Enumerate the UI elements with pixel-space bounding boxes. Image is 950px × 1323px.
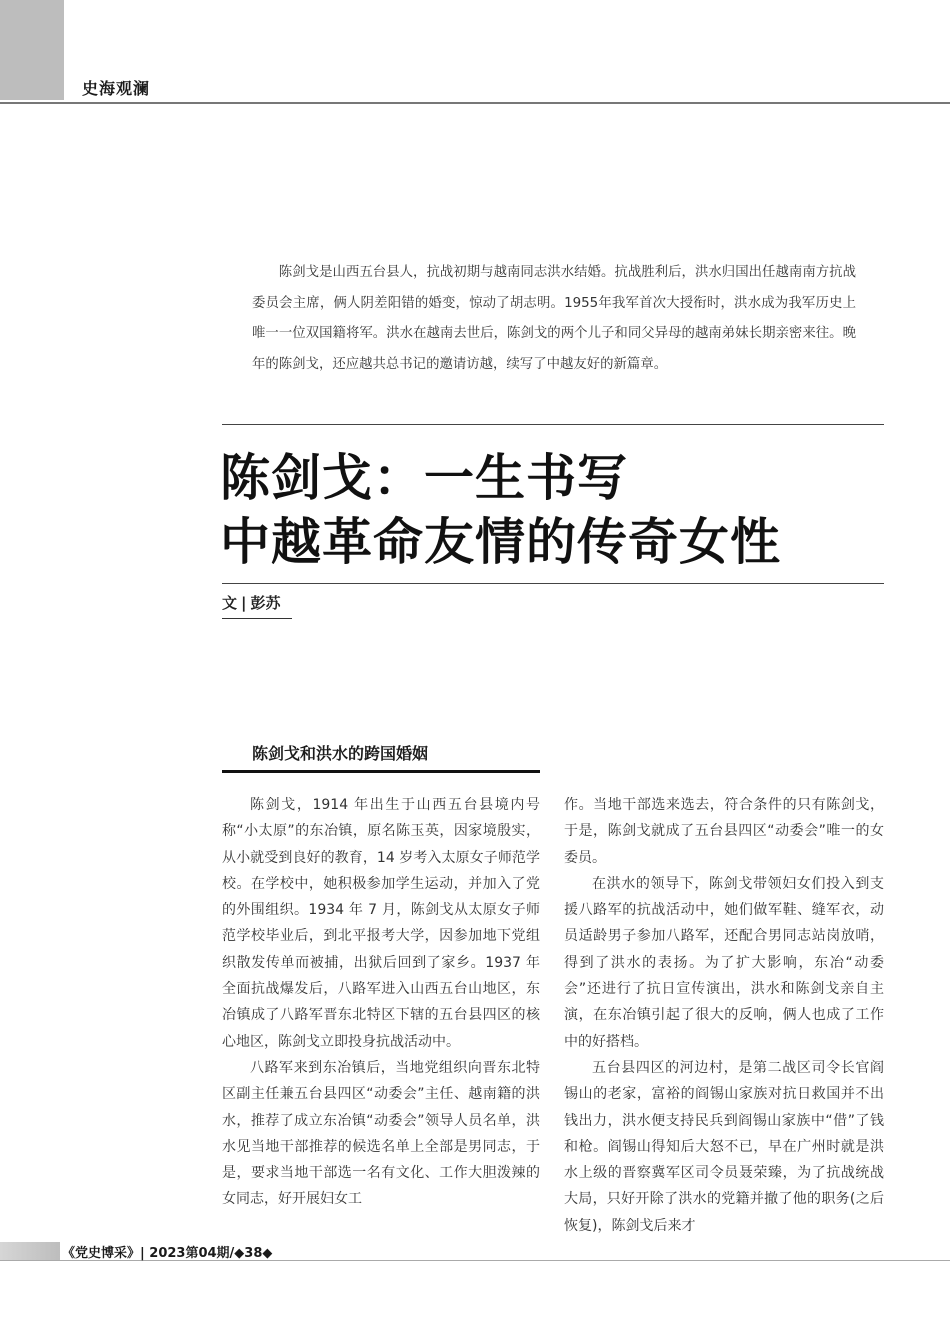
byline-author: 彭苏: [250, 594, 281, 612]
byline: [222, 592, 292, 619]
corner-decoration-block: [0, 0, 64, 100]
article-title: [220, 446, 920, 574]
footer-folio: 《党史博采》| 2023第04期/◆38◆: [62, 1246, 273, 1261]
body-column-right: [564, 792, 884, 1239]
body-paragraph: 八路军来到东冶镇后，当地党组织向晋东北特区副主任兼五台县四区“动委会”主任、越南籍的洪水，推荐了成立东冶镇“动委会”领导人员名单，洪水见当地干部推荐的候选名单上全部是男同志，于是，要求当地干部选一名有文化、工作大胆泼辣的女同志，好开展妇女工: [222, 1059, 540, 1208]
title-line-2: 中越革命友情的传奇女性: [220, 513, 781, 571]
byline-separator: |: [241, 594, 247, 612]
body-column-left: [222, 792, 540, 1213]
section-tag: 史海观澜: [82, 79, 151, 98]
title-rule-bottom: [222, 583, 884, 584]
byline-label: 文: [222, 594, 238, 612]
body-paragraph: 五台县四区的河边村，是第二战区司令长官阎锡山的老家，富裕的阎锡山家族对抗日救国并不出钱出力，洪水便支持民兵到阎锡山家族中“借”了钱和枪。阎锡山得知后大怒不已，早在广州时就是洪水上级的晋察冀军区司令员聂荣臻，为了抗战统战大局，只好开除了洪水的党籍并撤了他的职务(之后恢复)，陈剑戈后来才: [564, 1059, 884, 1234]
header-rule: [0, 102, 950, 104]
title-rule-top: [222, 424, 884, 425]
body-paragraph: 陈剑戈，1914 年出生于山西五台县境内号称“小太原”的东冶镇，原名陈玉英，因家境殷实，从小就受到良好的教育，14 岁考入太原女子师范学校。在学校中，她积极参加学生运动，并加入了党的外围组织。1934 年 7 月，陈剑戈从太原女子师范学校毕业后，到北平报考大学，因参加地下党组织散发传单而被捕，出狱后回到了家乡。1937 年全面抗战爆发后，八路军进入山西五台山地区，东冶镇成了八路军晋东北特区下辖的五台县四区的核心地区，陈剑戈立即投身抗战活动中。: [222, 797, 540, 1050]
article-abstract: 陈剑戈是山西五台县人，抗战初期与越南同志洪水结婚。抗战胜利后，洪水归国出任越南南方抗战委员会主席，俩人阴差阳错的婚变，惊动了胡志明。1955年我军首次大授衔时，洪水成为我军历史上唯一一位双国籍将军。洪水在越南去世后，陈剑戈的两个儿子和同父异母的越南弟妹长期亲密来往。晚年的陈剑戈，还应越共总书记的邀请访越，续写了中越友好的新篇章。: [252, 265, 856, 372]
section-heading: 陈剑戈和洪水的跨国婚姻: [252, 744, 429, 763]
body-paragraph-continuation: 作。当地干部选来选去，符合条件的只有陈剑戈，于是，陈剑戈就成了五台县四区“动委会”唯一的女委员。: [564, 797, 884, 866]
title-line-1: 陈剑戈：一生书写: [220, 449, 628, 507]
section-heading-rule: [222, 770, 540, 773]
body-paragraph: 在洪水的领导下，陈剑戈带领妇女们投入到支援八路军的抗战活动中，她们做军鞋、缝军衣，动员适龄男子参加八路军，还配合男同志站岗放哨，得到了洪水的表扬。为了扩大影响，东冶“动委会”还进行了抗日宣传演出，洪水和陈剑戈亲自主演，在东冶镇引起了很大的反响，俩人也成了工作中的好搭档。: [564, 875, 884, 1050]
footer-decoration-band: [0, 1242, 60, 1260]
